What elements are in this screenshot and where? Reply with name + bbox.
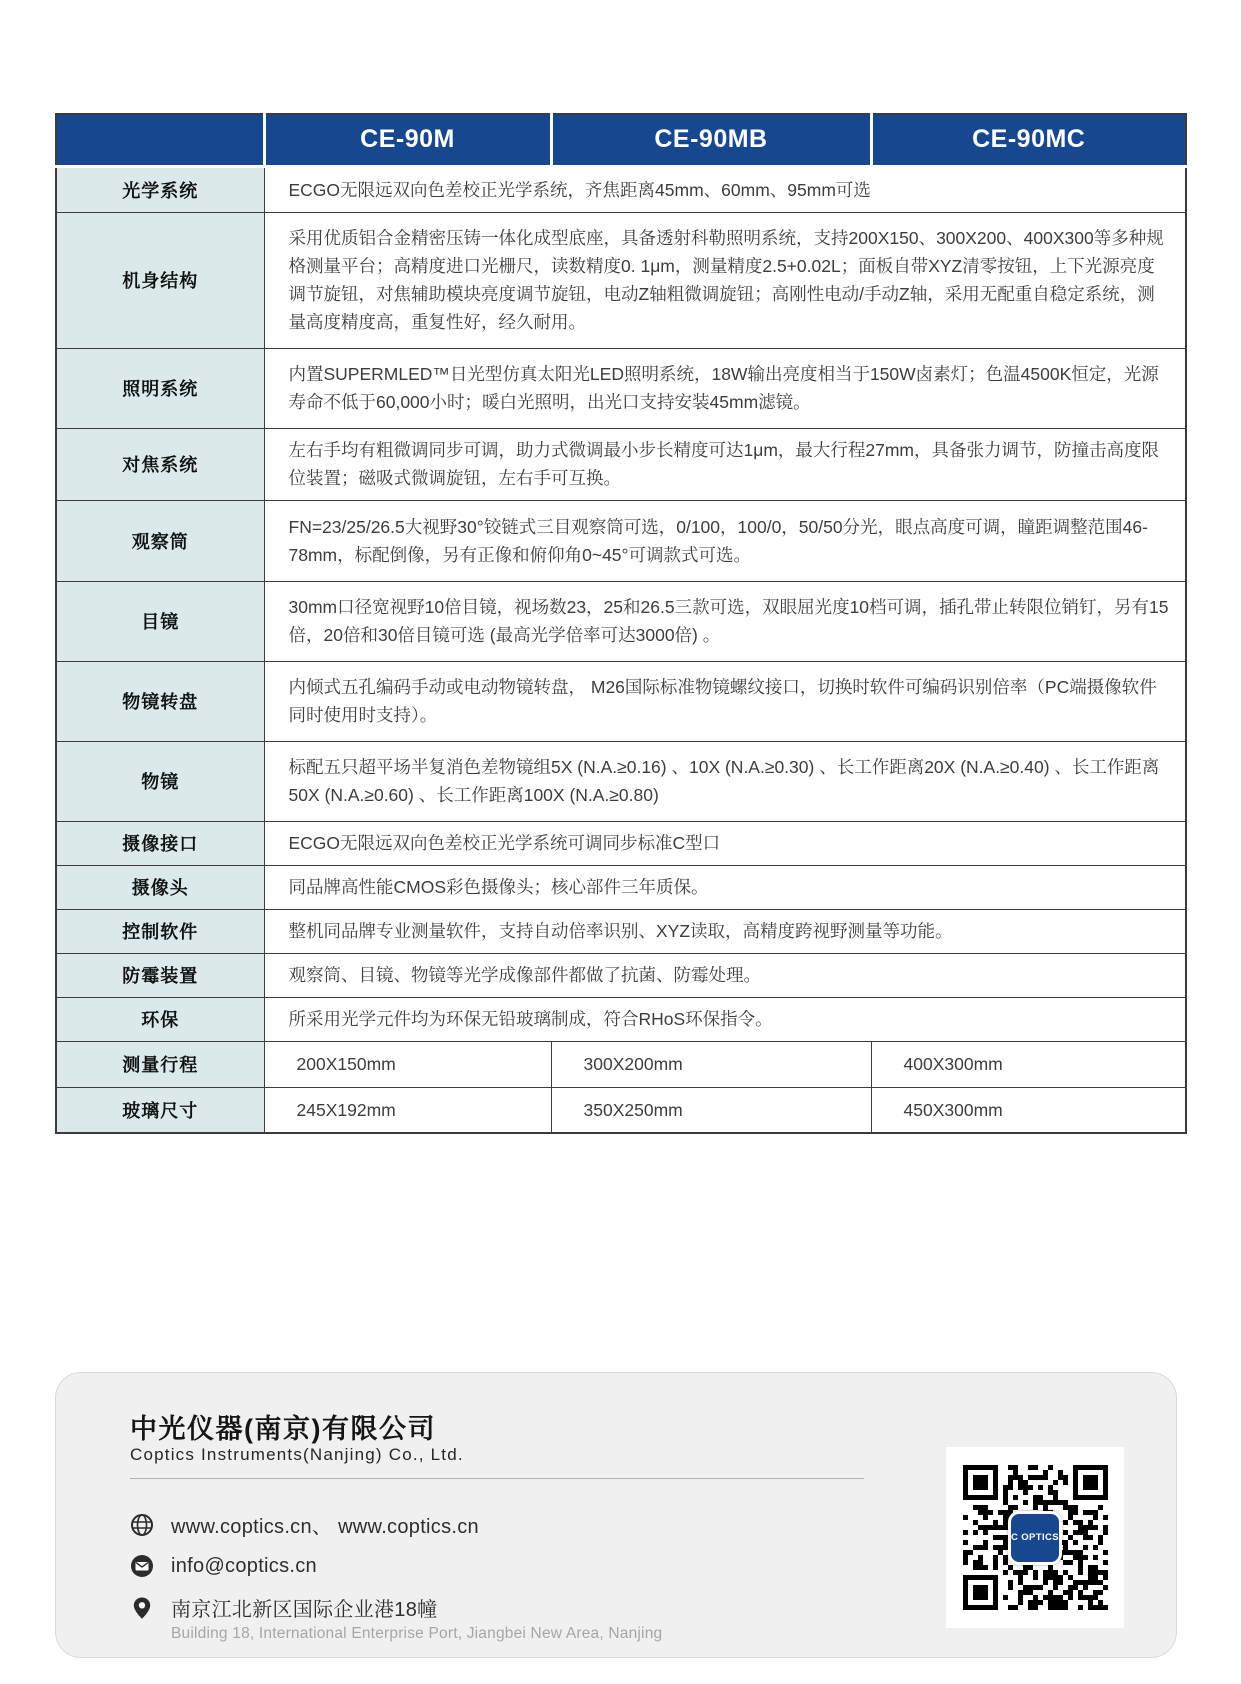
table-corner-cell [56, 114, 264, 166]
row-label: 照明系统 [56, 348, 264, 428]
spec-row-optical-system [56, 166, 1186, 212]
row-value: 采用优质铝合金精密压铸一体化成型底座，具备透射科勒照明系统，支持200X150、300X200、400X300等多种规格测量平台；高精度进口光栅尺，读数精度0. 1μm，测量精度2.5+0.02L；面板自带XYZ清零按钮，上下光源亮度调节旋钮，对焦辅助模块亮度调节旋钮，电动Z轴粗微调旋钮；高刚性电动/手动Z轴，采用无配重自稳定系统，测量高度精度高，重复性好，经久耐用。 [264, 212, 1186, 348]
spec-row-camera-port [56, 821, 1186, 865]
email-text: info@coptics.cn [171, 1554, 317, 1577]
row-label: 物镜转盘 [56, 661, 264, 741]
spec-row-eyepiece [56, 581, 1186, 661]
spec-row-measuring-range [56, 1041, 1186, 1087]
spec-table [55, 113, 1187, 1134]
row-value: 同品牌高性能CMOS彩色摄像头；核心部件三年质保。 [264, 865, 1186, 909]
spec-row-objectives [56, 741, 1186, 821]
address-text-cn: 南京江北新区国际企业港18幢 [171, 1599, 438, 1621]
row-value: ECGO无限远双向色差校正光学系统，齐焦距离45mm、60mm、95mm可选 [264, 166, 1186, 212]
spec-row-body-structure [56, 212, 1186, 348]
website-text: www.coptics.cn、 www.coptics.cn [171, 1516, 479, 1538]
row-value-ce90mb: 300X200mm [551, 1041, 871, 1087]
spec-row-eco [56, 997, 1186, 1041]
row-label: 摄像接口 [56, 821, 264, 865]
row-label: 物镜 [56, 741, 264, 821]
contact-list [130, 1495, 870, 1643]
spec-row-camera [56, 865, 1186, 909]
row-label: 玻璃尺寸 [56, 1087, 264, 1133]
row-value: 30mm口径宽视野10倍目镜，视场数23，25和26.5三款可选，双眼屈光度10档可调，插孔带止转限位销钉，另有15倍，20倍和30倍目镜可选 (最高光学倍率可达3000倍) 。 [264, 581, 1186, 661]
email-icon [130, 1554, 154, 1578]
row-label: 机身结构 [56, 212, 264, 348]
row-label: 环保 [56, 997, 264, 1041]
address-text-en: Building 18, International Enterprise Port, Jiangbei New Area, Nanjing [171, 1625, 663, 1642]
row-value-ce90mb: 350X250mm [551, 1087, 871, 1133]
address-row [130, 1593, 870, 1622]
row-value: 所采用光学元件均为环保无铅玻璃制成，符合RHoS环保指令。 [264, 997, 1186, 1041]
row-value: FN=23/25/26.5大视野30°铰链式三目观察筒可选，0/100，100/0，50/50分光，眼点高度可调，瞳距调整范围46-78mm，标配倒像，另有正像和俯仰角0~45°可调款式可选。 [264, 500, 1186, 581]
row-value: 内置SUPERMLED™日光型仿真太阳光LED照明系统，18W输出亮度相当于150W卤素灯；色温4500K恒定，光源寿命不低于60,000小时；暖白光照明，出光口支持安装45mm滤镜。 [264, 348, 1186, 428]
globe-icon [130, 1513, 154, 1537]
company-name-cn: 中光仪器(南京)有限公司 [130, 1414, 436, 1444]
row-value-ce90m: 200X150mm [264, 1041, 551, 1087]
website-row [130, 1510, 870, 1539]
row-label: 目镜 [56, 581, 264, 661]
row-label: 对焦系统 [56, 428, 264, 500]
company-name-en: Coptics Instruments(Nanjing) Co., Ltd. [130, 1445, 464, 1464]
model-header-ce90mb: CE-90MB [551, 114, 871, 166]
row-label: 摄像头 [56, 865, 264, 909]
row-value-ce90mc: 400X300mm [871, 1041, 1186, 1087]
row-label: 防霉装置 [56, 953, 264, 997]
qr-code [963, 1465, 1108, 1610]
row-value: 观察筒、目镜、物镜等光学成像部件都做了抗菌、防霉处理。 [264, 953, 1186, 997]
row-label: 控制软件 [56, 909, 264, 953]
footer-divider [130, 1478, 864, 1479]
location-pin-icon [130, 1596, 154, 1620]
model-header-row [56, 114, 1186, 166]
qr-logo-text: C OPTICS [1010, 1532, 1060, 1543]
row-label: 测量行程 [56, 1041, 264, 1087]
row-value: 标配五只超平场半复消色差物镜组5X (N.A.≥0.16) 、10X (N.A.≥0.30) 、长工作距离20X (N.A.≥0.40) 、长工作距离50X (N.A.≥0.60) 、长工作距离100X (N.A.≥0.80) [264, 741, 1186, 821]
row-value: 左右手均有粗微调同步可调，助力式微调最小步长精度可达1μm，最大行程27mm，具备张力调节，防撞击高度限位装置；磁吸式微调旋钮，左右手可互换。 [264, 428, 1186, 500]
row-value: 整机同品牌专业测量软件，支持自动倍率识别、XYZ读取，高精度跨视野测量等功能。 [264, 909, 1186, 953]
qr-code-panel [946, 1447, 1124, 1628]
spec-row-observation-tube [56, 500, 1186, 581]
spec-row-glass-size [56, 1087, 1186, 1133]
model-header-ce90m: CE-90M [264, 114, 551, 166]
spec-row-nosepiece [56, 661, 1186, 741]
spec-row-illumination [56, 348, 1186, 428]
spec-row-control-software [56, 909, 1186, 953]
row-value-ce90m: 245X192mm [264, 1087, 551, 1133]
model-header-ce90mc: CE-90MC [871, 114, 1186, 166]
spec-row-focus-system [56, 428, 1186, 500]
row-label: 观察筒 [56, 500, 264, 581]
qr-center-logo [1008, 1511, 1062, 1565]
row-value-ce90mc: 450X300mm [871, 1087, 1186, 1133]
email-row [130, 1554, 870, 1578]
company-footer-card [55, 1372, 1177, 1658]
spec-row-antifungal [56, 953, 1186, 997]
row-value: 内倾式五孔编码手动或电动物镜转盘， M26国际标准物镜螺纹接口，切换时软件可编码识别倍率（PC端摄像软件同时使用时支持）。 [264, 661, 1186, 741]
row-value: ECGO无限远双向色差校正光学系统可调同步标准C型口 [264, 821, 1186, 865]
row-label: 光学系统 [56, 166, 264, 212]
